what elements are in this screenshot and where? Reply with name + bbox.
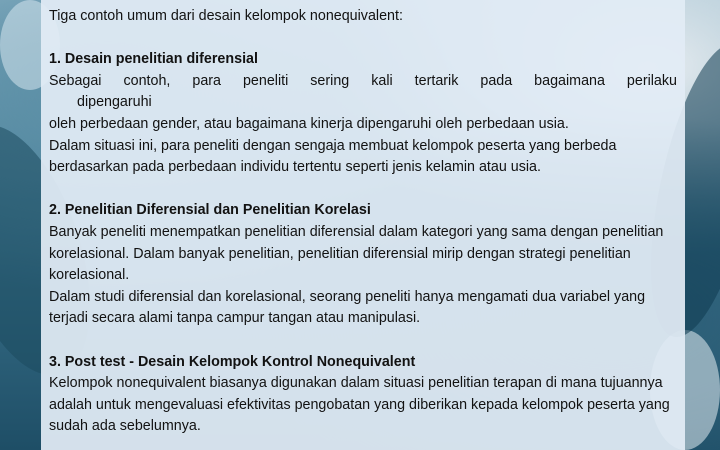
section-heading: 2. Penelitian Diferensial dan Penelitian Korelasi	[49, 202, 371, 219]
paragraph-line: Dalam studi diferensial dan korelasional, seorang peneliti hanya mengamati dua variabel yang terjadi secara alami tanpa campur tangan atau manipulasi.	[49, 288, 646, 327]
paragraph-line: Dalam situasi ini, para peneliti dengan sengaja membuat kelompok peserta yang berbeda berdasarkan pada perbedaan individu tertentu seperti jenis kelamin atau usia.	[49, 137, 617, 176]
paragraph-line: oleh perbedaan gender, atau bagaimana kinerja dipengaruhi oleh perbedaan usia.	[49, 115, 569, 132]
section-differential-correlation	[49, 200, 677, 330]
section-heading: 3. Post test - Desain Kelompok Kontrol Nonequivalent	[49, 353, 416, 370]
intro-text: Tiga contoh umum dari desain kelompok nonequivalent:	[49, 8, 403, 24]
paragraph-line: dipengaruhi	[77, 94, 152, 111]
section-posttest-control	[49, 352, 677, 438]
section-differential-design	[49, 49, 677, 179]
text-panel	[41, 0, 685, 450]
paragraph-line: Banyak peneliti menempatkan penelitian diferensial dalam kategori yang sama dengan penelitian korelasional. Dalam banyak penelitian, penelitian diferensial mirip dengan strategi penelitian korelasional.	[49, 223, 664, 284]
paragraph-line: Sebagai contoh, para peneliti sering kali tertarik pada bagaimana perilaku	[49, 72, 677, 89]
paragraph-line: Kelompok nonequivalent biasanya digunakan dalam situasi penelitian terapan di mana tujuannya adalah untuk mengevaluasi efektivitas pengobatan yang diberikan kepada kelompok peserta yang sudah ada sebelumnya.	[49, 375, 670, 435]
section-heading: 1. Desain penelitian diferensial	[49, 51, 258, 68]
